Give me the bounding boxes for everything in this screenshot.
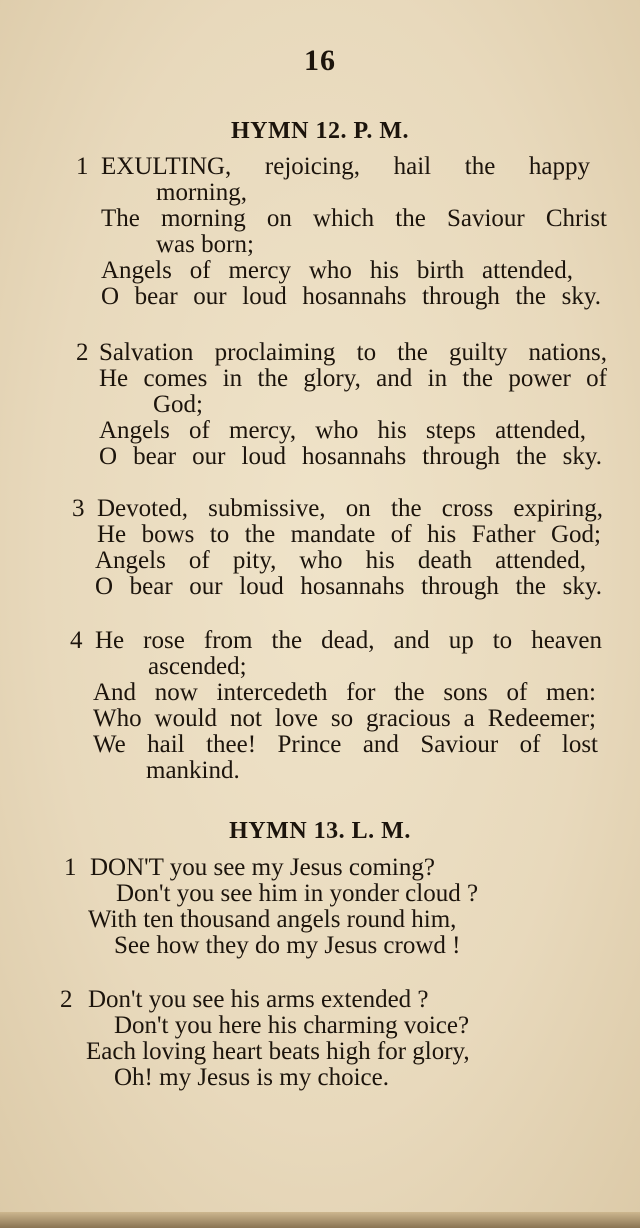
verse-line: Don't you see him in yonder cloud ? [116, 880, 479, 907]
verse-line: mankind. [146, 757, 240, 784]
verse-line: Angels of mercy who his birth attended, [101, 257, 573, 284]
verse-line: And now intercedeth for the sons of men: [93, 679, 596, 706]
verse-line: O bear our loud hosannahs through the sky. [95, 573, 602, 600]
verse-number: 1 [64, 854, 77, 881]
verse-line: Each loving heart beats high for glory, [86, 1038, 470, 1065]
page-number: 16 [304, 44, 336, 77]
hymn-13-heading: HYMN 13. L. M. [229, 818, 411, 844]
page-bottom-edge [0, 1212, 640, 1228]
verse-line: He comes in the glory, and in the power of [99, 365, 607, 392]
verse-line: See how they do my Jesus crowd ! [114, 932, 461, 959]
verse-line: The morning on which the Saviour Christ [101, 205, 607, 232]
verse-line: was born; [156, 231, 254, 258]
verse-line: morning, [156, 179, 247, 206]
verse-line: God; [153, 391, 203, 418]
verse-line: Devoted, submissive, on the cross expiring, [97, 495, 603, 522]
verse-line: Salvation proclaiming to the guilty nations, [99, 339, 607, 366]
verse-number: 2 [60, 986, 73, 1013]
verse-line: Who would not love so gracious a Redeemer; [93, 705, 596, 732]
verse-line: Don't you see his arms extended ? [88, 986, 429, 1013]
verse-line: DON'T you see my Jesus coming? [90, 854, 435, 881]
verse-line: Angels of pity, who his death attended, [95, 547, 586, 574]
hymn-12-heading: HYMN 12. P. M. [230, 118, 410, 144]
verse-line: Don't you here his charming voice? [114, 1012, 470, 1039]
verse-line: He bows to the mandate of his Father God; [97, 521, 601, 548]
verse-line: He rose from the dead, and up to heaven [95, 627, 602, 654]
verse-line: We hail thee! Prince and Saviour of lost [93, 731, 598, 758]
verse-number: 2 [76, 339, 89, 366]
verse-number: 1 [76, 153, 89, 180]
verse-line: EXULTING, rejoicing, hail the happy [101, 153, 590, 180]
verse-number: 3 [72, 495, 85, 522]
verse-line: With ten thousand angels round him, [88, 906, 457, 933]
verse-line: ascended; [148, 653, 247, 680]
verse-line: Angels of mercy, who his steps attended, [99, 417, 586, 444]
verse-line: O bear our loud hosannahs through the sky. [99, 443, 602, 470]
verse-number: 4 [70, 627, 83, 654]
verse-line: O bear our loud hosannahs through the sky. [101, 283, 601, 310]
verse-line: Oh! my Jesus is my choice. [114, 1064, 389, 1091]
